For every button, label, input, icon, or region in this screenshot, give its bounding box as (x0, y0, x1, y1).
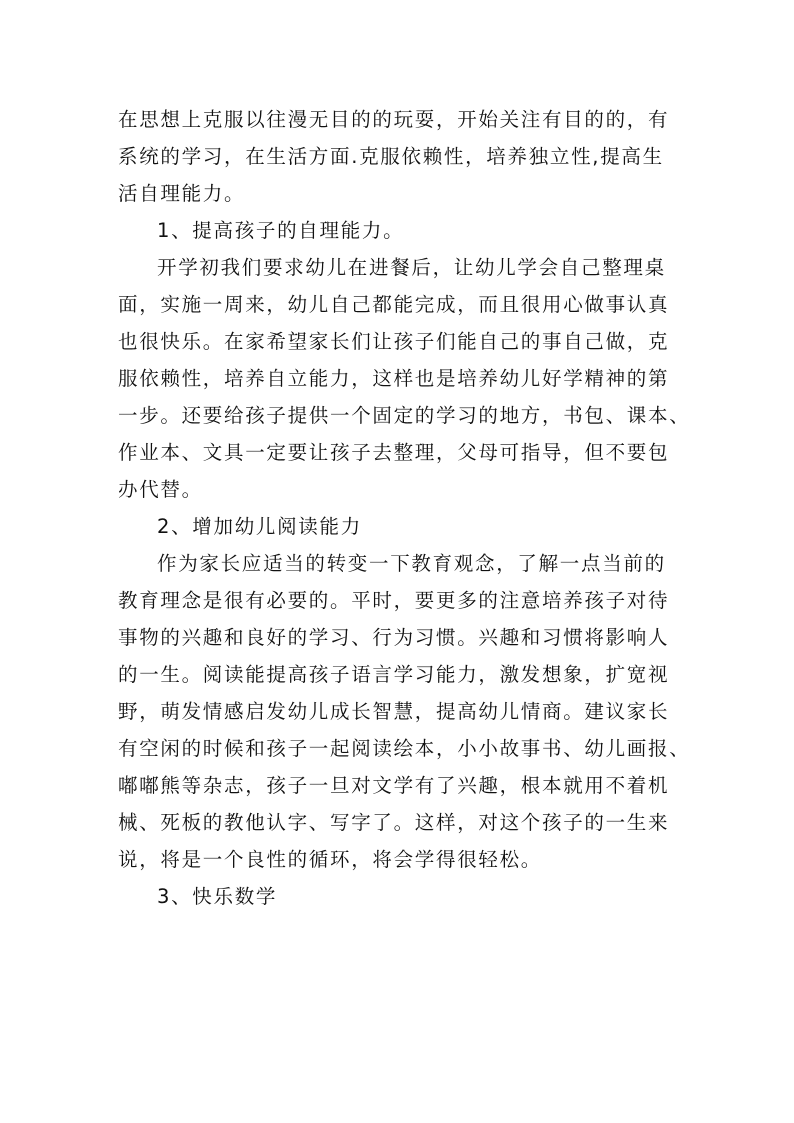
text-line: 事物的兴趣和良好的学习、行为习惯。兴趣和习惯将影响人 (118, 626, 670, 649)
document-page (118, 101, 691, 915)
text-line: 一步。还要给孩子提供一个固定的学习的地方，书包、课本、 (118, 404, 691, 427)
text-line: 服依赖性，培养自立能力，这样也是培养幼儿好学精神的第 (118, 367, 670, 390)
text-line: 面，实施一周来，幼儿自己都能完成，而且很用心做事认真 (118, 293, 670, 316)
text-line: 械、死板的教他认字、写字了。这样，对这个孩子的一生来 (118, 811, 670, 834)
text-line: 教育理念是很有必要的。平时，要更多的注意培养孩子对待 (118, 589, 670, 612)
text-line: 说，将是一个良性的循环，将会学得很轻松。 (118, 848, 543, 871)
paragraph-first-line: 开学初我们要求幼儿在进餐后，让幼儿学会自己整理桌 (157, 256, 666, 279)
text-line: 野，萌发情感启发幼儿成长智慧，提高幼儿情商。建议家长 (118, 700, 670, 723)
text-line: 办代替。 (118, 478, 203, 501)
text-line: 系统的学习，在生活方面.克服依赖性，培养独立性,提高生 (118, 145, 664, 168)
text-line: 嘟嘟熊等杂志，孩子一旦对文学有了兴趣，根本就用不着机 (118, 774, 670, 797)
section-heading: 2、增加幼儿阅读能力 (157, 515, 362, 538)
section-heading: 1、提高孩子的自理能力。 (157, 219, 405, 242)
text-line: 也很快乐。在家希望家长们让孩子们能自己的事自己做，克 (118, 330, 670, 353)
section-heading: 3、快乐数学 (157, 885, 278, 908)
paragraph-first-line: 作为家长应适当的转变一下教育观念，了解一点当前的 (157, 552, 666, 575)
text-line: 作业本、文具一定要让孩子去整理，父母可指导，但不要包 (118, 441, 670, 464)
text-line: 的一生。阅读能提高孩子语言学习能力，激发想象，扩宽视 (118, 663, 670, 686)
text-line: 有空闲的时候和孩子一起阅读绘本，小小故事书、幼儿画报、 (118, 737, 691, 760)
text-line: 活自理能力。 (118, 182, 246, 205)
text-line: 在思想上克服以往漫无目的的玩耍，开始关注有目的的，有 (118, 108, 670, 131)
